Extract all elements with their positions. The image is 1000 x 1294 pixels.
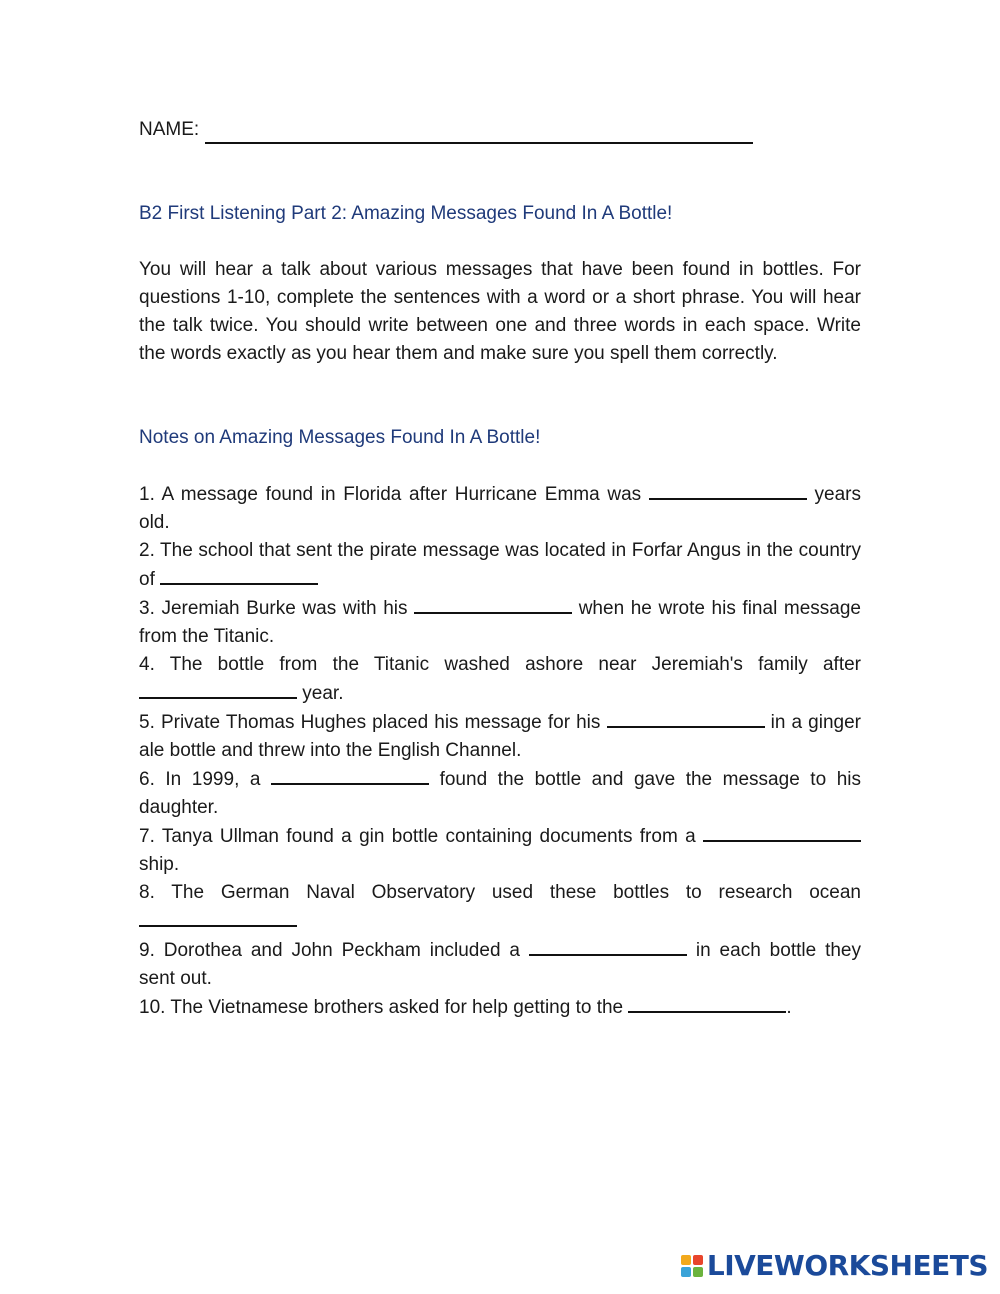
answer-blank-10[interactable] <box>628 993 786 1013</box>
answer-blank-3[interactable] <box>414 594 572 614</box>
question-8: 8. The German Naval Observatory used these bottles to research ocean <box>139 879 861 936</box>
question-5: 5. Private Thomas Hughes placed his message for his in a ginger ale bottle and threw into the English Channel. <box>139 708 861 765</box>
answer-blank-8[interactable] <box>139 907 297 927</box>
question-7: 7. Tanya Ullman found a gin bottle containing documents from a ship. <box>139 822 861 879</box>
answer-blank-7[interactable] <box>703 822 861 842</box>
question-2: 2. The school that sent the pirate message was located in Forfar Angus in the country of <box>139 540 861 590</box>
answer-blank-5[interactable] <box>607 708 765 728</box>
questions-list <box>139 480 861 1022</box>
notes-title: Notes on Amazing Messages Found In A Bottle! <box>139 427 541 448</box>
name-input-blank[interactable] <box>205 120 753 144</box>
instructions-paragraph: You will hear a talk about various messages that have been found in bottles. For questions 1-10, complete the sentences with a word or a short phrase. You will hear the talk twice. You should write between one and three words in each space. Write the words exactly as you hear them and make sure you spell them correctly. <box>139 259 861 364</box>
answer-blank-4[interactable] <box>139 679 297 699</box>
liveworksheets-logo <box>681 1249 988 1282</box>
question-10: 10. The Vietnamese brothers asked for help getting to the . <box>139 993 861 1022</box>
name-row <box>139 116 753 144</box>
question-3: 3. Jeremiah Burke was with his when he wrote his final message from the Titanic. <box>139 594 861 651</box>
logo-mark-icon <box>681 1255 703 1277</box>
logo-text: LIVEWORKSHEETS <box>706 1249 988 1282</box>
question-1: 1. A message found in Florida after Hurricane Emma was years old. <box>139 480 861 537</box>
question-9: 9. Dorothea and John Peckham included a in each bottle they sent out. <box>139 936 861 993</box>
answer-blank-9[interactable] <box>529 936 687 956</box>
name-label: NAME: <box>139 119 200 140</box>
worksheet-title: B2 First Listening Part 2: Amazing Messages Found In A Bottle! <box>139 203 673 224</box>
answer-blank-1[interactable] <box>649 480 807 500</box>
question-4: 4. The bottle from the Titanic washed ashore near Jeremiah's family after year. <box>139 654 861 704</box>
answer-blank-2[interactable] <box>160 565 318 585</box>
question-6: 6. In 1999, a found the bottle and gave the message to his daughter. <box>139 765 861 822</box>
answer-blank-6[interactable] <box>271 765 429 785</box>
